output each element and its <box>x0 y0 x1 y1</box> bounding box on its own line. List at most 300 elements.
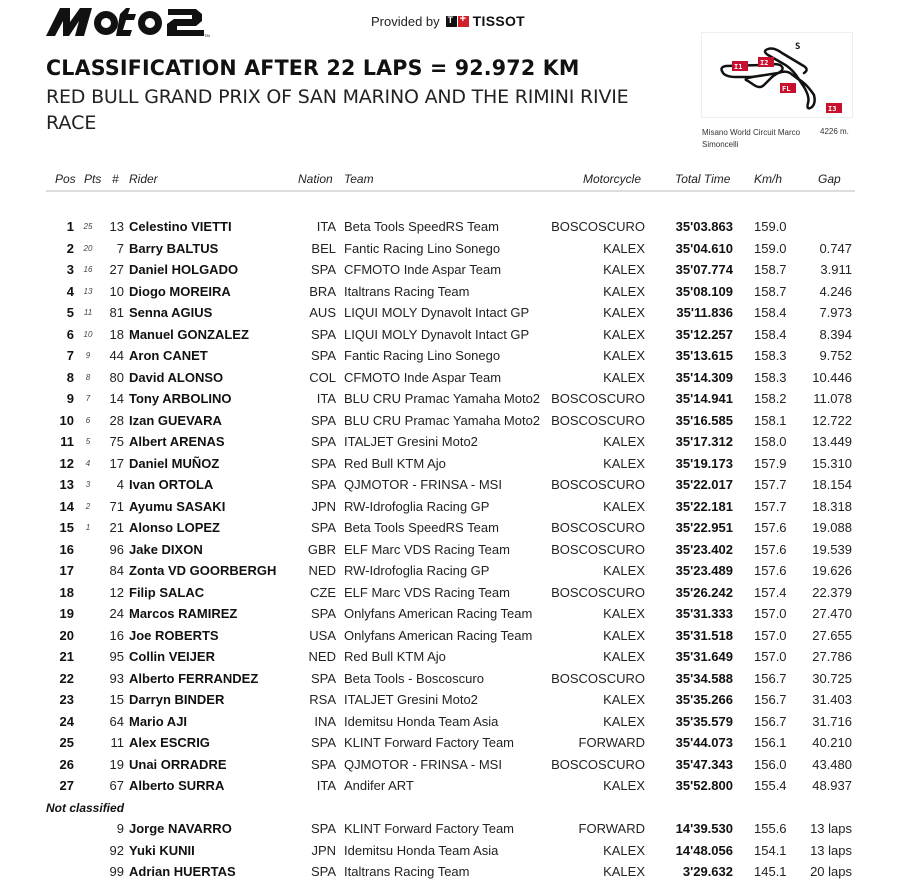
motorcycle: KALEX <box>603 305 645 320</box>
points: 13 <box>83 286 93 296</box>
nation: AUS <box>309 305 336 320</box>
gap: 13 laps <box>810 821 852 836</box>
speed: 156.1 <box>754 735 787 750</box>
table-row <box>46 776 855 797</box>
position: 10 <box>59 412 74 428</box>
svg-text:FL: FL <box>782 85 791 93</box>
svg-text:S: S <box>795 42 801 52</box>
motorcycle: KALEX <box>603 649 645 664</box>
nation: JPN <box>311 498 336 514</box>
motorcycle: KALEX <box>603 713 645 729</box>
rider-number: 13 <box>109 219 124 234</box>
col-num: # <box>112 172 119 186</box>
col-pts: Pts <box>84 172 102 186</box>
rider-name: Jake DIXON <box>129 541 203 557</box>
nation: SPA <box>310 756 336 772</box>
not-classified-label: Not classified <box>46 801 125 815</box>
nation: JPN <box>311 842 336 858</box>
table-row <box>46 346 855 367</box>
motorcycle: KALEX <box>603 606 645 621</box>
speed: 157.4 <box>754 584 787 600</box>
nation: SPA <box>310 670 336 686</box>
speed: 157.9 <box>754 455 787 471</box>
team-name: Red Bull KTM Ajo <box>344 649 446 664</box>
table-row <box>46 755 855 776</box>
svg-text:I1: I1 <box>734 63 743 71</box>
total-time: 35'04.610 <box>675 240 733 256</box>
position: 15 <box>59 520 74 535</box>
team-name: ITALJET Gresini Moto2 <box>344 692 478 707</box>
nation: SPA <box>310 864 336 879</box>
speed: 157.7 <box>754 477 787 492</box>
speed: 158.4 <box>754 326 787 342</box>
table-row <box>46 260 855 281</box>
gap: 10.446 <box>812 369 852 385</box>
speed: 159.0 <box>754 240 787 256</box>
motorcycle: KALEX <box>603 348 645 363</box>
speed: 156.7 <box>754 713 787 729</box>
motorcycle: KALEX <box>603 498 645 514</box>
col-total-time: Total Time <box>675 172 731 186</box>
rider-number: 11 <box>110 735 124 750</box>
tissot-logo: T + TISSOT <box>446 13 525 29</box>
speed: 158.1 <box>754 412 787 428</box>
circuit-map <box>701 32 853 118</box>
position: 4 <box>66 283 74 299</box>
team-name: Italtrans Racing Team <box>344 283 470 299</box>
total-time: 35'22.017 <box>675 477 733 492</box>
position: 26 <box>59 756 74 772</box>
table-row <box>46 862 855 881</box>
rider-number: 75 <box>109 434 124 449</box>
motorcycle: KALEX <box>603 326 645 342</box>
total-time: 35'23.402 <box>675 541 733 557</box>
total-time: 35'07.774 <box>675 262 733 277</box>
position: 17 <box>59 563 74 578</box>
col-rider: Rider <box>129 172 158 186</box>
table-row <box>46 647 855 668</box>
total-time: 3'29.632 <box>682 864 733 879</box>
position: 1 <box>66 219 74 234</box>
table-row <box>46 368 855 389</box>
speed: 157.6 <box>754 541 787 557</box>
motorcycle: KALEX <box>603 240 645 256</box>
team-name: Onlyfans American Racing Team <box>344 606 533 621</box>
nation: ITA <box>316 778 336 793</box>
table-row <box>46 712 855 733</box>
nation: SPA <box>310 735 336 750</box>
total-time: 35'23.489 <box>675 563 733 578</box>
rider-number: 16 <box>109 627 124 643</box>
position: 24 <box>59 713 74 729</box>
moto2-logo <box>46 4 210 38</box>
position: 13 <box>59 477 74 492</box>
total-time: 35'31.649 <box>675 649 733 664</box>
gap: 0.747 <box>819 240 852 256</box>
points: 10 <box>83 329 93 339</box>
motorcycle: BOSCOSCURO <box>551 584 645 600</box>
gap: 12.722 <box>812 412 852 428</box>
rider-number: 14 <box>109 391 124 406</box>
team-name: BLU CRU Pramac Yamaha Moto2 <box>344 412 541 428</box>
rider-number: 9 <box>116 821 124 836</box>
total-time: 35'35.579 <box>675 713 733 729</box>
swiss-cross-icon <box>458 16 469 27</box>
team-name: Fantic Racing Lino Sonego <box>344 348 501 363</box>
col-pos: Pos <box>55 172 76 186</box>
gap: 11.078 <box>813 391 852 406</box>
total-time: 35'11.836 <box>676 305 733 320</box>
team-name: LIQUI MOLY Dynavolt Intact GP <box>344 305 530 320</box>
speed: 158.7 <box>754 262 787 277</box>
position: 8 <box>66 369 74 385</box>
team-name: Red Bull KTM Ajo <box>344 455 446 471</box>
gap: 30.725 <box>812 670 852 686</box>
total-time: 35'14.309 <box>675 369 733 385</box>
team-name: ITALJET Gresini Moto2 <box>344 434 478 449</box>
team-name: Idemitsu Honda Team Asia <box>344 713 499 729</box>
rider-number: 81 <box>109 305 124 320</box>
nation: SPA <box>310 262 336 277</box>
points: 25 <box>83 222 93 231</box>
rider-name: Alonso LOPEZ <box>129 520 220 535</box>
rider-number: 27 <box>109 262 124 277</box>
rider-name: Daniel HOLGADO <box>129 262 239 277</box>
team-name: RW-Idrofoglia Racing GP <box>344 563 490 578</box>
speed: 155.6 <box>754 821 787 836</box>
total-time: 35'31.518 <box>675 627 733 643</box>
rider-name: Yuki KUNII <box>129 842 195 858</box>
total-time: 35'03.863 <box>675 219 733 234</box>
team-name: KLINT Forward Factory Team <box>344 735 515 750</box>
rider-name: Filip SALAC <box>129 584 205 600</box>
table-row <box>46 411 855 432</box>
nation: NED <box>308 563 336 578</box>
speed: 157.6 <box>754 520 787 535</box>
table-header <box>46 170 855 192</box>
table-row <box>46 841 855 862</box>
gap: 3.911 <box>820 262 852 277</box>
gap: 20 laps <box>810 864 852 879</box>
table-row <box>46 819 855 840</box>
motorcycle: BOSCOSCURO <box>551 477 645 492</box>
points: 1 <box>85 523 91 532</box>
nation: BRA <box>309 283 336 299</box>
gap: 31.403 <box>812 692 852 707</box>
total-time: 35'12.257 <box>675 326 733 342</box>
table-row <box>46 733 855 754</box>
motorcycle: KALEX <box>603 455 645 471</box>
rider-number: 4 <box>116 477 124 492</box>
position: 21 <box>59 649 74 664</box>
team-name: ELF Marc VDS Racing Team <box>344 541 510 557</box>
table-row <box>46 540 855 561</box>
speed: 145.1 <box>754 864 787 879</box>
rider-number: 44 <box>109 348 124 363</box>
provided-by-label: Provided by <box>371 13 440 29</box>
team-name: CFMOTO Inde Aspar Team <box>344 262 502 277</box>
total-time: 35'14.941 <box>675 391 733 406</box>
total-time: 35'52.800 <box>675 778 733 793</box>
rider-name: Zonta VD GOORBERGH <box>129 563 277 578</box>
motorcycle: KALEX <box>603 864 645 879</box>
rider-number: 10 <box>109 283 124 299</box>
speed: 157.0 <box>754 606 787 621</box>
motorcycle: KALEX <box>603 778 645 793</box>
table-row <box>46 239 855 260</box>
rider-name: Manuel GONZALEZ <box>129 326 249 342</box>
team-name: QJMOTOR - FRINSA - MSI <box>344 756 502 772</box>
total-time: 35'44.073 <box>675 735 733 750</box>
table-row <box>46 217 855 238</box>
nation: SPA <box>310 348 336 363</box>
speed: 158.3 <box>754 348 787 363</box>
svg-text:TM: TM <box>204 33 210 38</box>
table-row <box>46 475 855 496</box>
nation: SPA <box>310 520 336 535</box>
team-name: ELF Marc VDS Racing Team <box>344 584 510 600</box>
rider-name: Marcos RAMIREZ <box>129 606 238 621</box>
nation: SPA <box>310 326 336 342</box>
motorcycle: KALEX <box>603 262 645 277</box>
total-time: 14'39.530 <box>675 821 733 836</box>
gap: 19.539 <box>812 541 852 557</box>
rider-number: 21 <box>109 520 124 535</box>
rider-name: Collin VEIJER <box>129 649 215 664</box>
points: 6 <box>85 415 91 425</box>
gap: 27.655 <box>812 627 852 643</box>
points: 20 <box>83 243 93 253</box>
position: 2 <box>66 240 74 256</box>
table-row <box>46 690 855 711</box>
team-name: Beta Tools - Boscoscuro <box>344 670 484 686</box>
speed: 156.7 <box>754 692 787 707</box>
motorcycle: KALEX <box>603 842 645 858</box>
team-name: Beta Tools SpeedRS Team <box>344 520 499 535</box>
motorcycle: KALEX <box>603 369 645 385</box>
track-layout-icon <box>702 33 854 119</box>
rider-name: Ivan ORTOLA <box>129 477 214 492</box>
motorcycle: FORWARD <box>578 735 645 750</box>
svg-text:I2: I2 <box>760 59 769 67</box>
speed: 156.7 <box>754 670 787 686</box>
rider-name: Senna AGIUS <box>129 305 213 320</box>
motorcycle: BOSCOSCURO <box>551 670 645 686</box>
nation: SPA <box>310 412 336 428</box>
points: 11 <box>83 308 93 317</box>
nation: INA <box>314 713 336 729</box>
tissot-t-icon <box>446 16 457 27</box>
speed: 158.4 <box>754 305 787 320</box>
col-kmh: Km/h <box>754 172 783 186</box>
team-name: QJMOTOR - FRINSA - MSI <box>344 477 502 492</box>
rider-name: Alberto SURRA <box>129 778 225 793</box>
total-time: 35'31.333 <box>675 606 733 621</box>
points: 9 <box>85 351 91 360</box>
rider-name: Barry BALTUS <box>129 240 219 256</box>
rider-name: Joe ROBERTS <box>129 627 219 643</box>
points: 3 <box>85 480 91 489</box>
position: 14 <box>59 498 74 514</box>
position: 18 <box>59 584 74 600</box>
nation: SPA <box>310 455 336 471</box>
speed: 154.1 <box>754 842 787 858</box>
gap: 7.973 <box>819 305 852 320</box>
speed: 158.0 <box>754 434 787 449</box>
rider-name: Diogo MOREIRA <box>129 283 231 299</box>
position: 16 <box>59 541 74 557</box>
nation: SPA <box>310 821 336 836</box>
col-team: Team <box>344 172 374 186</box>
total-time: 35'34.588 <box>675 670 733 686</box>
rider-number: 7 <box>116 240 124 256</box>
table-row <box>46 432 855 453</box>
position: 20 <box>59 627 74 643</box>
points: 16 <box>83 265 93 274</box>
motorcycle: KALEX <box>603 563 645 578</box>
table-row <box>46 561 855 582</box>
team-name: Beta Tools SpeedRS Team <box>344 219 499 234</box>
rider-name: Ayumu SASAKI <box>129 498 226 514</box>
gap: 19.626 <box>812 563 852 578</box>
speed: 158.3 <box>754 369 787 385</box>
nation: COL <box>309 369 336 385</box>
col-motorcycle: Motorcycle <box>583 172 642 186</box>
rider-number: 95 <box>109 649 124 664</box>
team-name: RW-Idrofoglia Racing GP <box>344 498 490 514</box>
team-name: BLU CRU Pramac Yamaha Moto2 <box>344 391 541 406</box>
points: 4 <box>85 458 91 468</box>
gap: 13 laps <box>810 842 852 858</box>
motorcycle: FORWARD <box>578 821 645 836</box>
rider-number: 93 <box>109 670 124 686</box>
team-name: Onlyfans American Racing Team <box>344 627 533 643</box>
total-time: 14'48.056 <box>675 842 733 858</box>
nation: BEL <box>311 240 336 256</box>
total-time: 35'26.242 <box>675 584 733 600</box>
total-time: 35'17.312 <box>675 434 733 449</box>
gap: 18.318 <box>812 498 852 514</box>
gap: 8.394 <box>819 326 852 342</box>
table-row <box>46 303 855 324</box>
total-time: 35'08.109 <box>675 283 733 299</box>
rider-name: Albert ARENAS <box>129 434 225 449</box>
motorcycle: BOSCOSCURO <box>551 391 645 406</box>
team-name: Idemitsu Honda Team Asia <box>344 842 499 858</box>
rider-name: Daniel MUÑOZ <box>129 455 220 471</box>
rider-number: 96 <box>109 541 124 557</box>
table-row <box>46 325 855 346</box>
rider-number: 17 <box>109 455 124 471</box>
motorcycle: KALEX <box>603 627 645 643</box>
gap: 18.154 <box>812 477 852 492</box>
motorcycle: BOSCOSCURO <box>551 756 645 772</box>
points: 2 <box>85 501 91 511</box>
total-time: 35'22.951 <box>675 520 733 535</box>
rider-name: Adrian HUERTAS <box>129 864 236 879</box>
rider-name: Alberto FERRANDEZ <box>129 670 259 686</box>
speed: 157.6 <box>754 563 787 578</box>
position: 5 <box>66 305 74 320</box>
position: 23 <box>59 692 74 707</box>
rider-name: Tony ARBOLINO <box>129 391 232 406</box>
motorcycle: KALEX <box>603 434 645 449</box>
table-row <box>46 604 855 625</box>
rider-number: 80 <box>109 369 124 385</box>
speed: 158.7 <box>754 283 787 299</box>
team-name: KLINT Forward Factory Team <box>344 821 515 836</box>
gap: 13.449 <box>812 434 852 449</box>
position: 22 <box>59 670 74 686</box>
motorcycle: KALEX <box>603 283 645 299</box>
col-gap: Gap <box>818 172 841 186</box>
speed: 157.0 <box>754 627 787 643</box>
gap: 27.786 <box>812 649 852 664</box>
table-row <box>46 518 855 539</box>
position: 19 <box>59 606 74 621</box>
rider-name: Aron CANET <box>129 348 208 363</box>
motorcycle: BOSCOSCURO <box>551 520 645 535</box>
rider-number: 15 <box>109 692 124 707</box>
speed: 157.7 <box>754 498 787 514</box>
session-name: RACE <box>46 112 97 134</box>
gap: 4.246 <box>819 283 852 299</box>
rider-name: Unai ORRADRE <box>129 756 227 772</box>
nation: RSA <box>309 692 336 707</box>
total-time: 35'35.266 <box>675 692 733 707</box>
position: 6 <box>66 326 74 342</box>
rider-name: Jorge NAVARRO <box>129 821 232 836</box>
table-row <box>46 282 855 303</box>
circuit-name: Misano World Circuit Marco Simoncelli <box>702 128 801 149</box>
total-time: 35'47.343 <box>675 756 733 772</box>
rider-number: 18 <box>109 326 124 342</box>
gap: 15.310 <box>812 455 852 471</box>
page-title: CLASSIFICATION AFTER 22 LAPS = 92.972 KM <box>46 56 580 80</box>
rider-number: 99 <box>109 864 124 879</box>
speed: 157.0 <box>754 649 787 664</box>
total-time: 35'16.585 <box>675 412 733 428</box>
table-row <box>46 497 855 518</box>
rider-name: Darryn BINDER <box>129 692 225 707</box>
nation: ITA <box>316 219 336 234</box>
gap: 43.480 <box>812 756 852 772</box>
nation: ITA <box>316 391 336 406</box>
nation: SPA <box>310 606 336 621</box>
circuit-length: 4226 m. <box>820 127 849 136</box>
gap: 40.210 <box>812 735 852 750</box>
position: 25 <box>59 735 74 750</box>
position: 12 <box>59 455 74 471</box>
rider-number: 12 <box>109 584 124 600</box>
rider-name: Mario AJI <box>129 713 188 729</box>
team-name: Andifer ART <box>344 778 414 793</box>
speed: 158.2 <box>754 391 787 406</box>
position: 3 <box>66 262 74 277</box>
speed: 156.0 <box>754 756 787 772</box>
motorcycle: KALEX <box>603 692 645 707</box>
points: 8 <box>85 372 91 382</box>
table-row <box>46 583 855 604</box>
position: 7 <box>66 348 74 363</box>
event-name: RED BULL GRAND PRIX OF SAN MARINO AND THE RIMINI RIVIE <box>46 86 629 108</box>
nation: GBR <box>307 541 336 557</box>
table-row <box>46 626 855 647</box>
nation: CZE <box>310 584 336 600</box>
rider-number: 67 <box>109 778 124 793</box>
rider-name: Alex ESCRIG <box>129 735 210 750</box>
team-name: Italtrans Racing Team <box>344 864 470 879</box>
